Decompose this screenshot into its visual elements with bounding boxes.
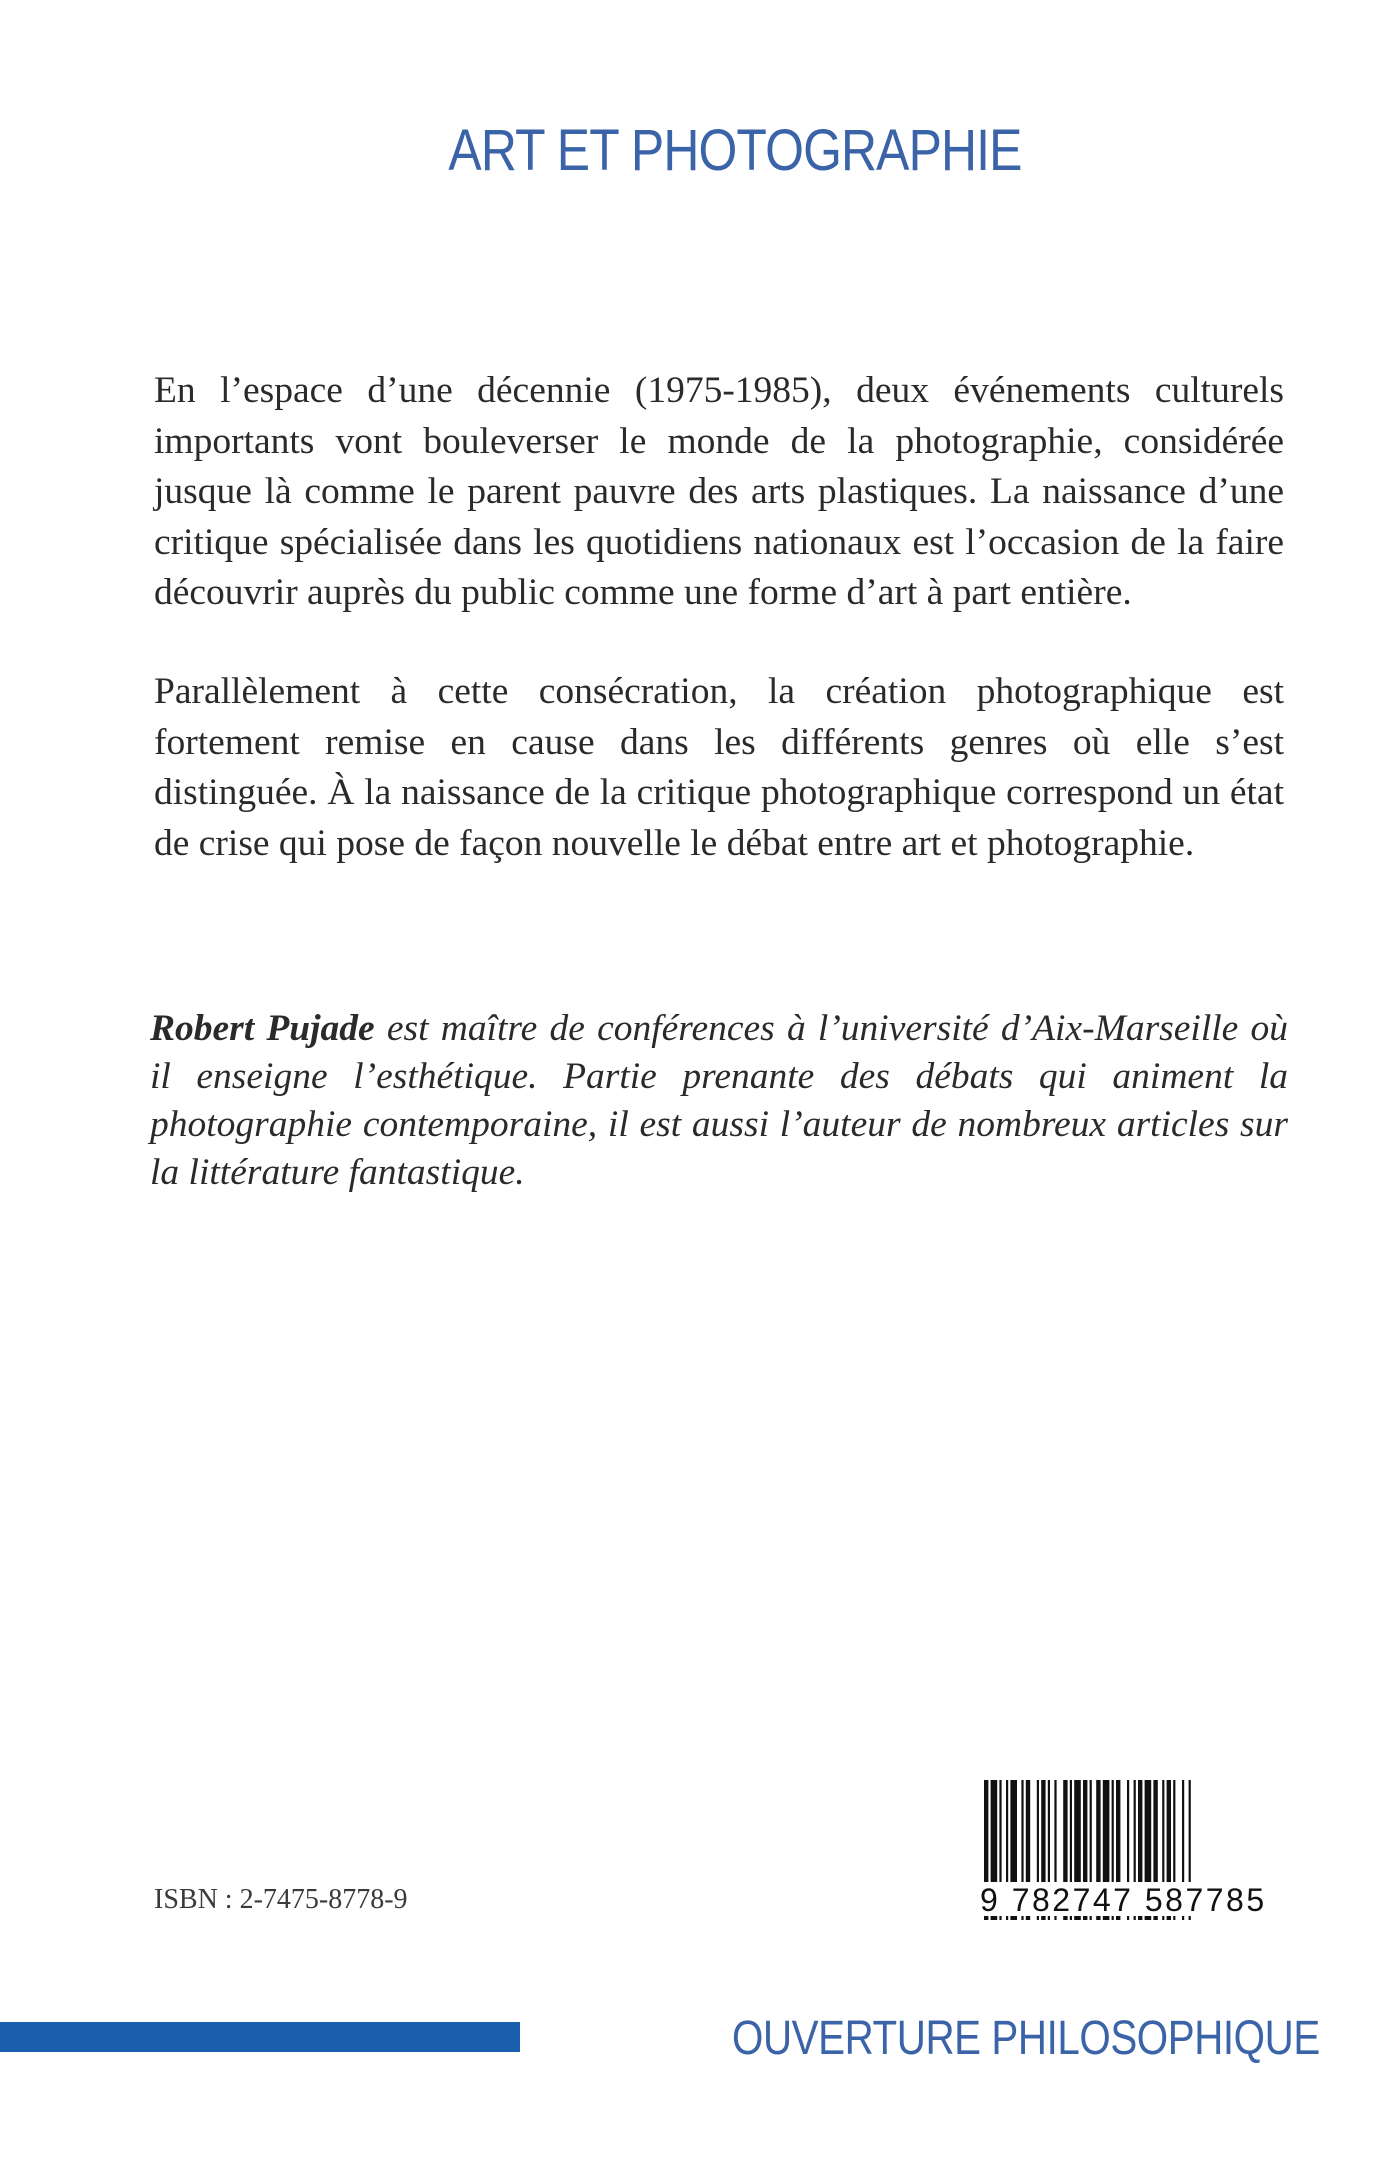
author-bio xyxy=(150,1005,1288,1197)
author-name: Robert Pujade xyxy=(150,1008,375,1049)
blurb-paragraph-1: En l’espace d’une décennie (1975-1985), deux événements culturels importants vont bouleverser le monde de la photographie, considérée jusque là comme le parent pauvre des arts plastiques. La naissance d’une critique spécialisée dans les quotidiens nationaux est l’occasion de la faire découvrir auprès du public comme une forme d’art à part entière. xyxy=(154,370,1284,613)
blurb-paragraph-2: Parallèlement à cette consécration, la création photographique est fortement remise en cause dans les différents genres où elle s’est distinguée. À la naissance de la critique photographique correspond un état de crise qui pose de façon nouvelle le débat entre art et photographie. xyxy=(154,671,1284,864)
series-color-bar xyxy=(0,2022,520,2052)
book-title: ART ET PHOTOGRAPHIE xyxy=(448,118,1022,183)
author-bio-text: est maître de conférences à l’université d’Aix-Marseille où il enseigne l’esthétique. Partie prenante des débats qui animent la photographie contemporaine, il est aussi l’auteur de nombreux articles sur la littérature fantastique. xyxy=(150,1008,1288,1193)
series-name: OUVERTURE PHILOSOPHIQUE xyxy=(732,2012,1320,2065)
barcode-digits: 9 782747 587785 xyxy=(980,1882,1280,1916)
isbn-label: ISBN : 2-7475-8778-9 xyxy=(154,1884,408,1915)
